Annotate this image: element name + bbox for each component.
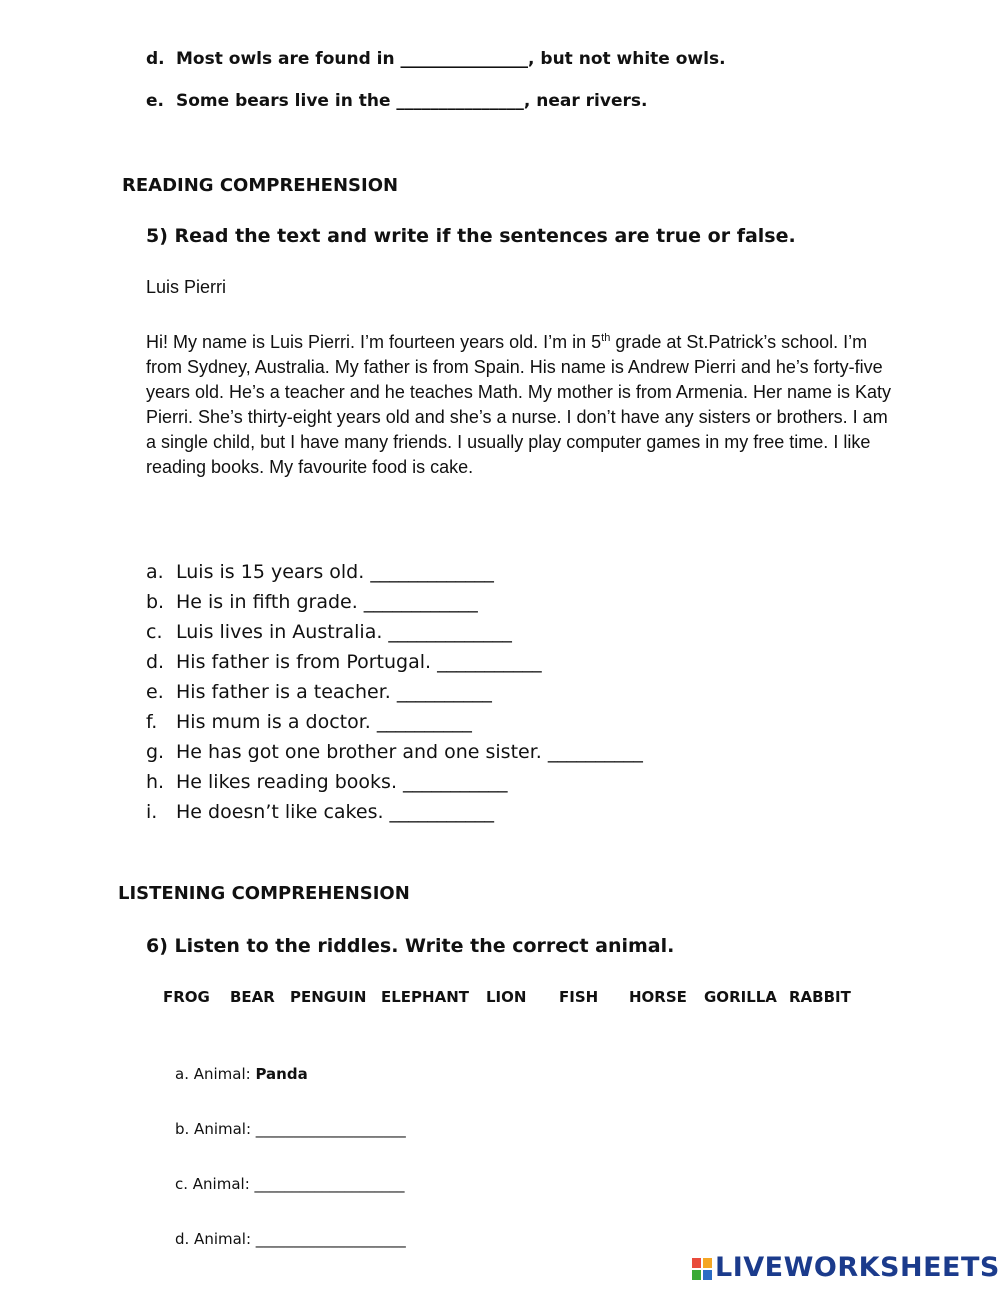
paragraph-rest: grade at St.Patrick’s school. I’m from Sydney, Australia. My father is from Spain. His name is Andrew Pierri and he’s forty-five years old. He’s a teacher and he teaches Math. My mother is from Armenia. Her name is Katy Pierri. She’s thirty-eight years old and she’s a nurse. I don’t have any sisters or brothers. I am a single child, but I have many friends. I usually play computer games in my free time. I like reading books. My favourite food is cake. [146,332,891,477]
answer-prefix: c. Animal: [175,1175,255,1193]
statement-label: g. [146,741,165,763]
logo-square [692,1270,701,1280]
statement-text[interactable]: He doesn’t like cakes. ___________ [176,801,495,823]
statement-text[interactable]: He is in fifth grade. ____________ [176,591,478,613]
question-d [146,49,726,69]
statement-c [146,617,643,647]
statement-d [146,647,643,677]
question-text: Some bears live in the _______________, near rivers. [176,91,648,111]
animal-word: RABBIT [789,988,851,1006]
answer-prefix: d. Animal: [175,1230,256,1248]
statement-label: i. [146,801,158,823]
reading-instruction: 5) Read the text and write if the sentences are true or false. [146,225,796,247]
statement-h [146,767,643,797]
text-title: Luis Pierri [146,277,227,297]
true-false-list [146,557,643,827]
answer-blank[interactable]: ____________________ [255,1230,406,1248]
answer-blank[interactable]: ____________________ [255,1120,406,1138]
statement-a [146,557,643,587]
logo-square [703,1270,712,1280]
question-label: d. [146,49,165,69]
logo-text: LIVEWORKSHEETS [715,1252,1000,1283]
animal-word: ELEPHANT [381,988,469,1006]
animal-word: GORILLA [704,988,777,1006]
answer-prefix: a. Animal: [175,1065,256,1083]
statement-label: h. [146,771,165,793]
statement-label: b. [146,591,165,613]
question-label: e. [146,91,164,111]
statement-label: e. [146,681,164,703]
answer-b [175,1120,406,1138]
animal-word: FISH [559,988,599,1006]
statement-label: c. [146,621,163,643]
liveworksheets-logo [692,1252,1000,1283]
statement-text[interactable]: He has got one brother and one sister. __________ [176,741,643,763]
answer-c [175,1175,405,1193]
question-e [146,91,647,111]
reading-heading: READING COMPREHENSION [122,175,399,196]
statement-e [146,677,643,707]
animal-word-bank [0,988,1000,1010]
reading-paragraph [146,330,891,480]
statement-g [146,737,643,767]
statement-text[interactable]: Luis is 15 years old. _____________ [176,561,494,583]
animal-word: HORSE [629,988,687,1006]
answer-value: Panda [255,1065,308,1083]
statement-text[interactable]: His father is from Portugal. ___________ [176,651,542,673]
logo-square [692,1258,701,1268]
paragraph-start: Hi! My name is Luis Pierri. I’m fourteen years old. I’m in 5 [146,332,602,352]
animal-word: FROG [163,988,210,1006]
animal-word: BEAR [230,988,275,1006]
answer-prefix: b. Animal: [175,1120,256,1138]
logo-icon [692,1258,712,1280]
statement-text[interactable]: His mum is a doctor. __________ [176,711,472,733]
statement-text[interactable]: He likes reading books. ___________ [176,771,508,793]
statement-label: d. [146,651,165,673]
statement-f [146,707,643,737]
answer-a [175,1065,308,1083]
statement-text[interactable]: His father is a teacher. __________ [176,681,492,703]
question-text: Most owls are found in _______________, but not white owls. [176,49,726,69]
animal-word: LION [486,988,527,1006]
listening-heading: LISTENING COMPREHENSION [118,883,410,904]
statement-b [146,587,643,617]
statement-text[interactable]: Luis lives in Australia. _____________ [176,621,512,643]
animal-word: PENGUIN [290,988,367,1006]
statement-i [146,797,643,827]
statement-label: a. [146,561,164,583]
listening-instruction: 6) Listen to the riddles. Write the correct animal. [146,935,675,957]
statement-label: f. [146,711,158,733]
paragraph-superscript: th [601,332,611,344]
answer-d [175,1230,406,1248]
answer-blank[interactable]: ____________________ [254,1175,405,1193]
logo-square [703,1258,712,1268]
